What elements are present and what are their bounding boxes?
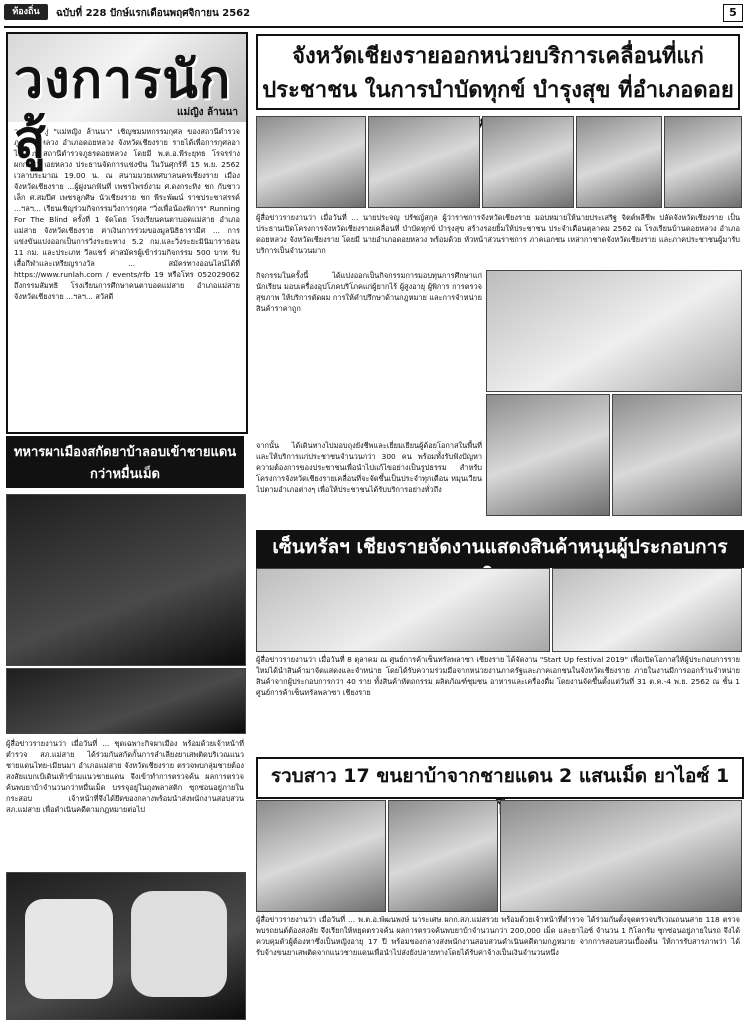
- startup-event-group-photo: [256, 568, 550, 652]
- ceremony-photo-4: [576, 116, 662, 208]
- main-story-body-1: ผู้สื่อข่าวรายงานว่า เมื่อวันที่ ... นายประจญ ปรัชญ์สกุล ผู้ว่าราชการจังหวัดเชียงราย มอบหมายให้นายประเสริฐ จิตต์พลีชีพ ปลัดจังหวัดเชียงราย เป็นประธานเปิดโครงการจังหวัดเชียงรายเคลื่อนที่ บำบัดทุกข์ บำรุงสุข สร้างรอยยิ้มให้ประชาชน ประจำเดือนตุลาคม 2562 ณ โรงเรียนบ้านดอยหลวง อำเภอดอยหลวง จังหวัดเชียงราย โดยมี นายอำเภอดอยหลวง พร้อมด้วย หัวหน้าส่วนราชการ ภาคเอกชน เหล่ากาชาดจังหวัดเชียงราย และภาคประชาชนผู้มารับบริการเป็นจำนวนมาก: [256, 213, 740, 255]
- checkup-photo: [612, 394, 742, 516]
- column-body: วงการนักสู้ "แม่หญิง ล้านนา" เชิญชมมหกรรมกุศล ของสถานีตำรวจภูธรดอยหลวง อำเภอดอยหลวง จังหวัดเชียงราย รายได้เพื่อการกุศลอาไปพัฒนาสถานีตำรวจภูธรดอยหลวง โดยมี พ.ต.อ.พีระยุทธ โรจรร่าง ผกก.สภ.ดอยหลวง ประธานจัดการแข่งขัน ในวันศุกร์ที่ 15 พ.ย. 2562 เวลาประมาณ 19.00 น. ณ สนามมวยเทศบาลนครเชียงราย เมือง จังหวัดเชียงราย ...ผู้ฝูงนกฟันที่ เพชรไพรย์งาม ศ.ดงกระทิง ชก กับชาวเล็ก ศ.สมปีศ เพชรลูกศิษ นัวเชียงราย ชก พีระพัฒน์ ราชประชาสรรค์ ...ฯลฯ... เรียนเชิญร่วมกิจกรรมวิ่งการกุศล "วิ่งเพื่อน้องพิการ" Running For The Blind ครั้งที่ 1 จัดโดย โรงเรียนคนตาบอดแม่สาย อำเภอแม่สาย จังหวัดเชียงราย ค่าเงินการร่วมของมูลนิธิธารามีศ ... การแข่งขันแบ่งออกเป็นการวิ่งระยะทาง 5.2 กม.และวิ่งระยะมินิมาราธอน 11 กม. และประเภท วีลแชร์ ค่าสมัครผู้เข้าร่วมกิจกรรม 500 บาท รับเสื้อกีฬาและเหรียญรางวัล ... สมัครทางออนไลน์ได้ที่ https://www.runlah.com / events/rfb 19 หรือโทร 052029062 ถึงกรรมสัมทธิ โรงเรียนการศึกษาคนตาบอดแม่สาย อำเภอแม่สาย จังหวัดเชียงราย ...ฯลฯ... สวัสดี: [14, 127, 240, 301]
- ceremony-photo-2: [368, 116, 480, 208]
- mid-story-body: ผู้สื่อข่าวรายงานว่า เมื่อวันที่ 8 ตุลาคม ณ ศูนย์การค้าเซ็นทรัลพลาซา เชียงราย ได้จัดงาน "Start Up festival 2019" เพื่อเปิดโอกาสให้ผู้ประกอบการรายใหม่ได้นำสินค้ามาจัดแสดงและจำหน่าย โดยได้รับความร่วมมือจากหน่วยงานภาครัฐและภาคเอกชนในจังหวัดเชียงราย ภายในงานมีการออกร้านจำหน่ายสินค้าจากผู้ประกอบการกว่า 40 ราย ทั้งสินค้าหัตถกรรม ผลิตภัณฑ์ชุมชน อาหารและเครื่องดื่ม โดยงานจัดขึ้นตั้งแต่วันที่ 31 ต.ค.-4 พ.ย. 2562 ณ ชั้น 1 ศูนย์การค้าเซ็นทรัลพลาซา เชียงราย: [256, 655, 740, 697]
- main-story-body-2: กิจกรรมในครั้งนี้ ได้แบ่งออกเป็นกิจกรรมการมอบทุนการศึกษาแก่นักเรียน มอบเครื่องอุปโภคบริโภคแก่ผู้ยากไร้ ผู้สูงอายุ ผู้พิการ การตรวจสุขภาพ ให้บริการตัดผม การให้คำปรึกษาด้านกฎหมาย และการจำหน่ายสินค้าราคาถูก: [256, 271, 482, 313]
- ceremony-photo-1: [256, 116, 366, 208]
- left-story-headline: ทหารผาเมืองสกัดยาบ้าลอบเข้าชายแดน กว่าหมื่นเม็ด: [6, 436, 244, 488]
- newspaper-logo: ท้องถิ่น: [4, 4, 48, 20]
- ceremony-photo-3: [482, 116, 574, 208]
- soldiers-night-photo: [6, 494, 246, 666]
- column-masthead: [8, 34, 246, 170]
- wrapped-package-right: [131, 891, 227, 997]
- main-story-body-3: จากนั้น ได้เดินทางไปมอบถุงยังชีพและเยี่ยมเยียนผู้ด้อยโอกาสในพื้นที่ และให้บริการแก่ประชาชนจำนวนกว่า 300 คน พร้อมทั้งรับฟังปัญหาความต้องการของประชาชนเพื่อนำไปแก้ไขอย่างเป็นรูปธรรม สำหรับโครงการจังหวัดเชียงรายเคลื่อนที่จะจัดขึ้นเป็นประจำทุกเดือน หมุนเวียนไปตามอำเภอต่างๆ เพื่อให้ประชาชนได้รับบริการอย่างทั่วถึง: [256, 441, 482, 494]
- issue-line: ฉบับที่ 228 ปักษ์แรกเดือนพฤศจิกายน 2562: [56, 8, 251, 19]
- startup-booths-photo: [552, 568, 742, 652]
- wrapped-package-left: [25, 899, 113, 999]
- column-box: [6, 32, 248, 434]
- group-stage-photo: [486, 270, 742, 392]
- main-story-headline: จังหวัดเชียงรายออกหน่วยบริการเคลื่อนที่แก่ประชาชน ในการบำบัดทุกข์ บำรุงสุข ที่อำเภอดอย: [256, 34, 740, 110]
- left-story-body: ผู้สื่อข่าวรายงานว่า เมื่อวันที่ ... ชุดเฉพาะกิจผาเมือง พร้อมด้วยเจ้าหน้าที่ตำรวจ สภ.แม่สาย ได้ร่วมกันสกัดกั้นการลำเลียงยาเสพติดบริเวณแนวชายแดนไทย-เมียนมา อำเภอแม่สาย จังหวัดเชียงราย ตรวจพบกลุ่มชายต้องสงสัยแบกเป้เดินเท้าข้ามแนวชายแดน จึงเข้าทำการตรวจค้น ผลการตรวจค้นพบยาบ้าจำนวนกว่าหมื่นเม็ด บรรจุอยู่ในถุงพลาสติก ซุกซ่อนอยู่ภายในกระสอบ เจ้าหน้าที่จึงได้ยึดของกลางพร้อมนำส่งพนักงานสอบสวน สภ.แม่สาย เพื่อดำเนินคดีตามกฎหมายต่อไป: [6, 739, 244, 814]
- drug-packages-photo: [6, 872, 246, 1020]
- page-header: [4, 4, 743, 24]
- bottom-story-headline: รวบสาว 17 ขนยาบ้าจากชายแดน 2 แสนเม็ด ยาไอซ์ 1: [256, 757, 744, 799]
- header-rule: [4, 26, 743, 28]
- column-byline: แม่ญิง ล้านนา: [177, 107, 238, 118]
- page-number: 5: [723, 4, 743, 22]
- service-booth-photo: [486, 394, 610, 516]
- mid-story-headline: เซ็นทรัลฯ เชียงรายจัดงานแสดงสินค้าหนุนผู้ประกอบการ: [256, 530, 744, 568]
- ceremony-photo-5: [664, 116, 742, 208]
- seized-items-photo: [6, 668, 246, 734]
- officers-photo: [388, 800, 498, 912]
- column-title: วงการนักสู้: [14, 49, 232, 170]
- suspect-vehicle-photo: [256, 800, 386, 912]
- seized-drugs-table-photo: [500, 800, 742, 912]
- bottom-story-body: ผู้สื่อข่าวรายงานว่า เมื่อวันที่ ... พ.ต.อ.พัฒนพงษ์ นาระเศษ ผกก.สภ.แม่สรวย พร้อมด้วยเจ้าหน้าที่ตำรวจ ได้ร่วมกันตั้งจุดตรวจบริเวณถนนสาย 118 ตรวจพบรถยนต์ต้องสงสัย จึงเรียกให้หยุดตรวจค้น ผลการตรวจค้นพบยาบ้าจำนวนกว่า 200,000 เม็ด และยาไอซ์ จำนวน 1 กิโลกรัม ซุกซ่อนอยู่ภายในรถ จึงได้ควบคุมตัวผู้ต้องหาซึ่งเป็นหญิงอายุ 17 ปี พร้อมของกลางส่งพนักงานสอบสวนดำเนินคดีตามกฎหมาย จากการสอบสวนเบื้องต้น ให้การรับสารภาพว่า ได้รับจ้างขนยาเสพติดจากแนวชายแดนเพื่อนำไปส่งยังปลายทางโดยได้รับค่าจ้างเป็นเงินจำนวนหนึ่ง: [256, 915, 740, 957]
